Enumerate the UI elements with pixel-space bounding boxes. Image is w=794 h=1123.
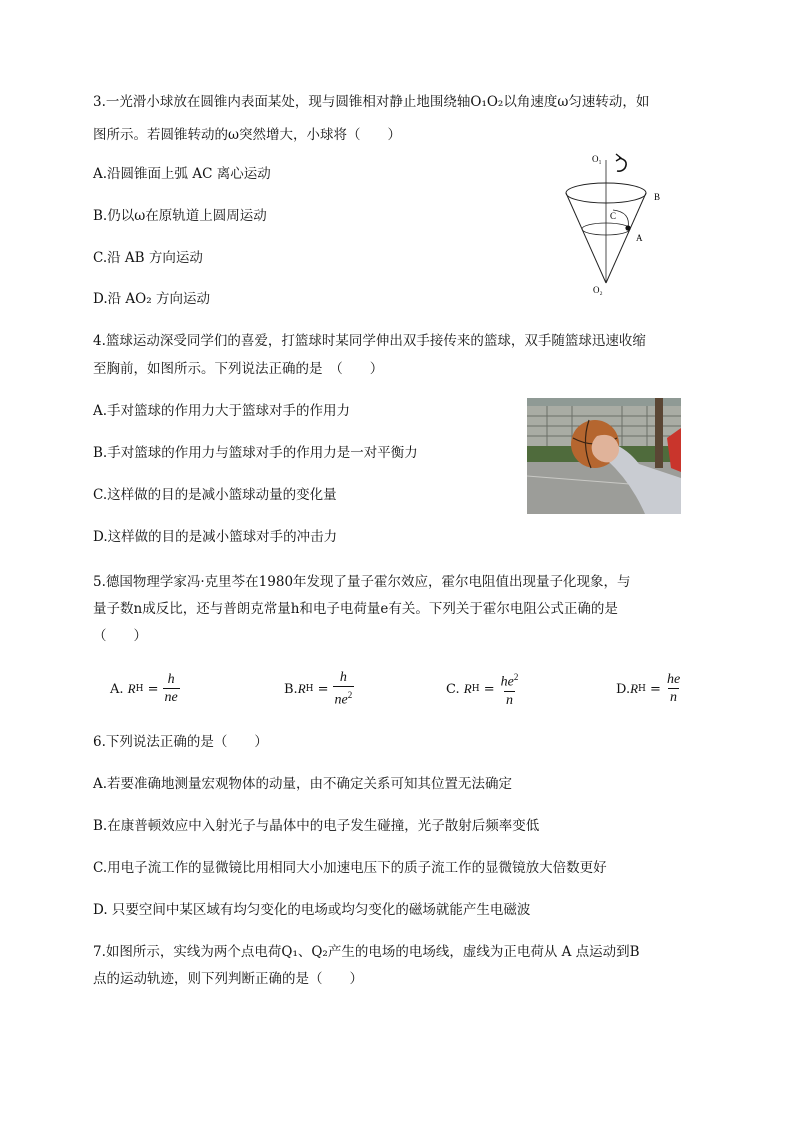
q5-option-a-label: A.	[110, 681, 124, 697]
q3-option-a: A.沿圆锥面上弧 AC 离心运动	[93, 166, 271, 182]
q5-option-a-fraction	[163, 672, 180, 706]
q5-option-a: A. R H = $\frac{h}{ne}$	[110, 672, 178, 705]
q6-option-c: C.用电子流工作的显微镜比用相同大小加速电压下的质子流工作的显微镜放大倍数更好	[93, 860, 607, 876]
cone-left-side	[566, 193, 606, 283]
q5-option-b-lhs: R	[297, 681, 306, 696]
label-o1: O₁	[592, 154, 602, 164]
q5-option-b-den-sup: 2	[347, 689, 353, 700]
basketball-photo	[527, 398, 681, 514]
q5-option-b-sub: H	[305, 684, 314, 694]
q4-option-d: D.这样做的目的是减小篮球对手的冲击力	[93, 529, 338, 545]
q5-stem-line2: 量子数n成反比，还与普朗克常量h和电子电荷量e有关。下列关于霍尔电阻公式正确的是	[93, 601, 618, 617]
q3-option-b: B.仍以ω在原轨道上圆周运动	[93, 208, 267, 224]
q5-option-d-lhs: R	[630, 681, 639, 696]
q5-option-c: C. R H = $\frac{he^2}{n}$	[446, 668, 520, 710]
q5-option-c-lhs: R	[463, 681, 472, 696]
q6-option-a: A.若要准确地测量宏观物体的动量，由不确定关系可知其位置无法确定	[93, 776, 513, 792]
ball	[625, 225, 630, 230]
q4-option-a: A.手对篮球的作用力大于篮球对手的作用力	[93, 403, 351, 419]
q5-option-b-den-text: ne	[334, 692, 348, 708]
q5-option-c-sub: H	[471, 684, 480, 694]
q3-stem-line2: 图所示。若圆锥转动的ω突然增大，小球将（ ）	[93, 127, 402, 143]
q3-stem-line1: 3.一光滑小球放在圆锥内表面某处，现与圆锥相对静止地围绕轴O₁O₂以角速度ω匀速转动，如	[93, 94, 650, 110]
q5-stem-line1: 5.德国物理学家冯·克里芩在1980年发现了量子霍尔效应，霍尔电阻值出现量子化现象，与	[93, 574, 631, 590]
q5-option-b-numerator: h	[339, 669, 347, 685]
q4-option-b: B.手对篮球的作用力与篮球对手的作用力是一对平衡力	[93, 445, 418, 461]
q7-stem-line2: 点的运动轨迹，则下列判断正确的是（ ）	[93, 971, 363, 987]
q5-option-b-label: B.	[284, 681, 298, 697]
q5-option-b: B. R H = $\frac{h}{ne^2}$	[284, 669, 353, 708]
q5-stem-line3: （ ）	[93, 628, 147, 644]
q5-option-b-denominator	[333, 686, 355, 709]
q5-option-d-numerator: he	[666, 672, 681, 687]
label-c: C	[610, 211, 617, 221]
q5-option-d-label: D.	[616, 681, 631, 697]
q6-stem: 6.下列说法正确的是（ ）	[93, 734, 268, 750]
q5-option-c-num-text: he	[500, 674, 514, 690]
q4-option-c: C.这样做的目的是减小篮球动量的变化量	[93, 487, 337, 503]
q4-stem-line1: 4.篮球运动深受同学们的喜爱，打篮球时某同学伸出双手接传来的篮球，双手随篮球迅速收缩	[93, 333, 646, 349]
q4-stem-line2: 至胸前，如图所示。下列说法正确的是 （ ）	[93, 361, 384, 377]
rotation-arrowhead-icon	[616, 154, 621, 161]
q5-option-a-denominator	[163, 688, 180, 706]
q3-option-d: D.沿 AO₂ 方向运动	[93, 291, 210, 307]
q5-option-d-denominator: n	[670, 690, 678, 705]
q5-option-c-numerator	[499, 669, 521, 691]
q3-option-c: C.沿 AB 方向运动	[93, 250, 203, 266]
q5-option-a-numerator: h	[167, 672, 175, 687]
q5-option-d-sub: H	[638, 684, 646, 694]
q5-option-c-num-sup: 2	[513, 672, 519, 683]
q5-option-a-den-text: ne	[164, 690, 178, 705]
q7-stem-line1: 7.如图所示，实线为两个点电荷Q₁、Q₂产生的电场的电场线，虚线为正电荷从 A 点运动到B	[93, 944, 640, 960]
q5-option-b-fraction	[333, 670, 355, 709]
q5-option-d: D. R H = $\frac{he}{n}$	[616, 672, 681, 705]
label-b: B	[654, 192, 661, 202]
q5-option-a-lhs: R	[127, 681, 136, 696]
q5-option-c-denominator: n	[505, 692, 513, 708]
label-a: A	[636, 233, 643, 243]
q5-option-c-label: C.	[446, 681, 460, 697]
label-o2: O₂	[593, 285, 603, 295]
cone-figure	[555, 148, 675, 298]
q5-option-c-fraction	[499, 669, 521, 709]
q5-option-d-fraction	[665, 672, 682, 706]
q6-option-d: D. 只要空间中某区域有均匀变化的电场或均匀变化的磁场就能产生电磁波	[93, 902, 531, 918]
q6-option-b: B.在康普顿效应中入射光子与晶体中的电子发生碰撞，光子散射后频率变低	[93, 818, 540, 834]
q5-option-a-sub: H	[135, 684, 144, 694]
